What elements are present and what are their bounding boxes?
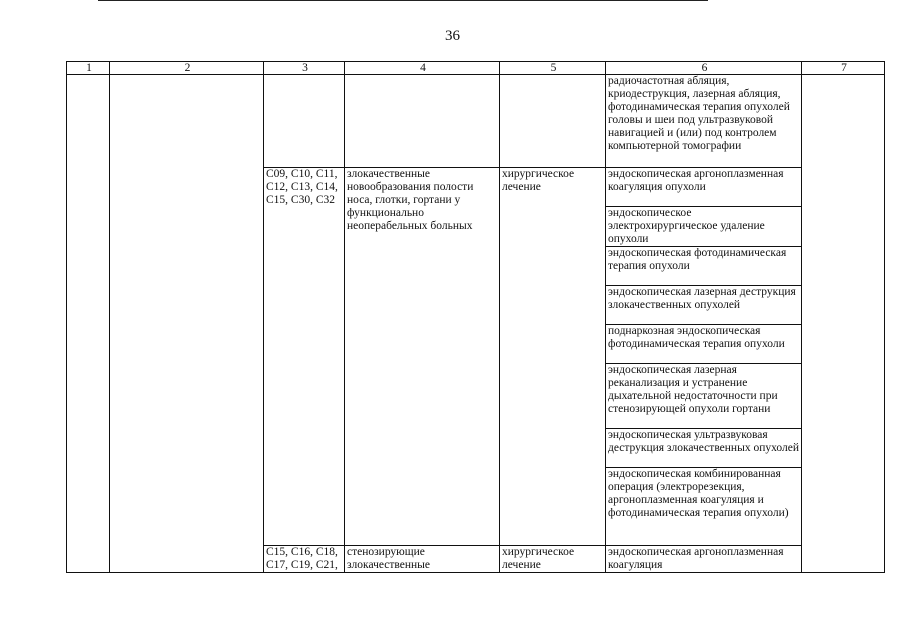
cell-col1	[67, 75, 110, 573]
cell-treatment	[500, 75, 606, 168]
column-header: 6	[606, 62, 802, 75]
cell-codes	[264, 75, 345, 168]
cell-codes: C15, C16, C18, C17, C19, C21,	[264, 546, 345, 573]
services-table	[66, 61, 885, 573]
cell-method: радиочастотная абляция, криодеструкция, лазерная абляция, фотодинамическая терапия опухолей головы и шеи под ультразвуковой навигацией и (или) под контролем компьютерной томографии	[606, 75, 802, 168]
cell-condition: злокачественные новообразования полости носа, глотки, гортани у функционально неоперабельных больных	[345, 168, 500, 546]
cell-codes: C09, C10, C11, C12, C13, C14, C15, C30, C32	[264, 168, 345, 546]
cell-method: эндоскопическая лазерная деструкция злокачественных опухолей	[606, 286, 802, 325]
cell-method: эндоскопическая аргоноплазменная коагуляция	[606, 546, 802, 573]
column-header: 3	[264, 62, 345, 75]
cell-condition	[345, 75, 500, 168]
cell-treatment: хирургическое лечение	[500, 168, 606, 546]
cell-method: эндоскопическая аргоноплазменная коагуляция опухоли	[606, 168, 802, 207]
column-header: 1	[67, 62, 110, 75]
page-top-edge	[98, 0, 708, 1]
cell-condition: стенозирующие злокачественные	[345, 546, 500, 573]
cell-method: поднаркозная эндоскопическая фотодинамическая терапия опухоли	[606, 325, 802, 364]
table-row	[67, 75, 885, 168]
cell-treatment: хирургическое лечение	[500, 546, 606, 573]
page-number: 36	[445, 28, 460, 44]
column-header: 5	[500, 62, 606, 75]
column-header: 2	[110, 62, 264, 75]
cell-method: эндоскопическая фотодинамическая терапия опухоли	[606, 247, 802, 286]
cell-method: эндоскопическая лазерная реканализация и устранение дыхательной недостаточности при стенозирующей опухоли гортани	[606, 364, 802, 429]
cell-method: эндоскопическое электрохирургическое удаление опухоли	[606, 207, 802, 247]
cell-method: эндоскопическая ультразвуковая деструкция злокачественных опухолей	[606, 429, 802, 468]
column-header: 7	[802, 62, 885, 75]
cell-col7	[802, 75, 885, 573]
column-header: 4	[345, 62, 500, 75]
cell-col2	[110, 75, 264, 573]
table-header-row	[67, 62, 885, 75]
cell-method: эндоскопическая комбинированная операция (электрорезекция, аргоноплазменная коагуляция и фотодинамическая терапия опухоли)	[606, 468, 802, 546]
